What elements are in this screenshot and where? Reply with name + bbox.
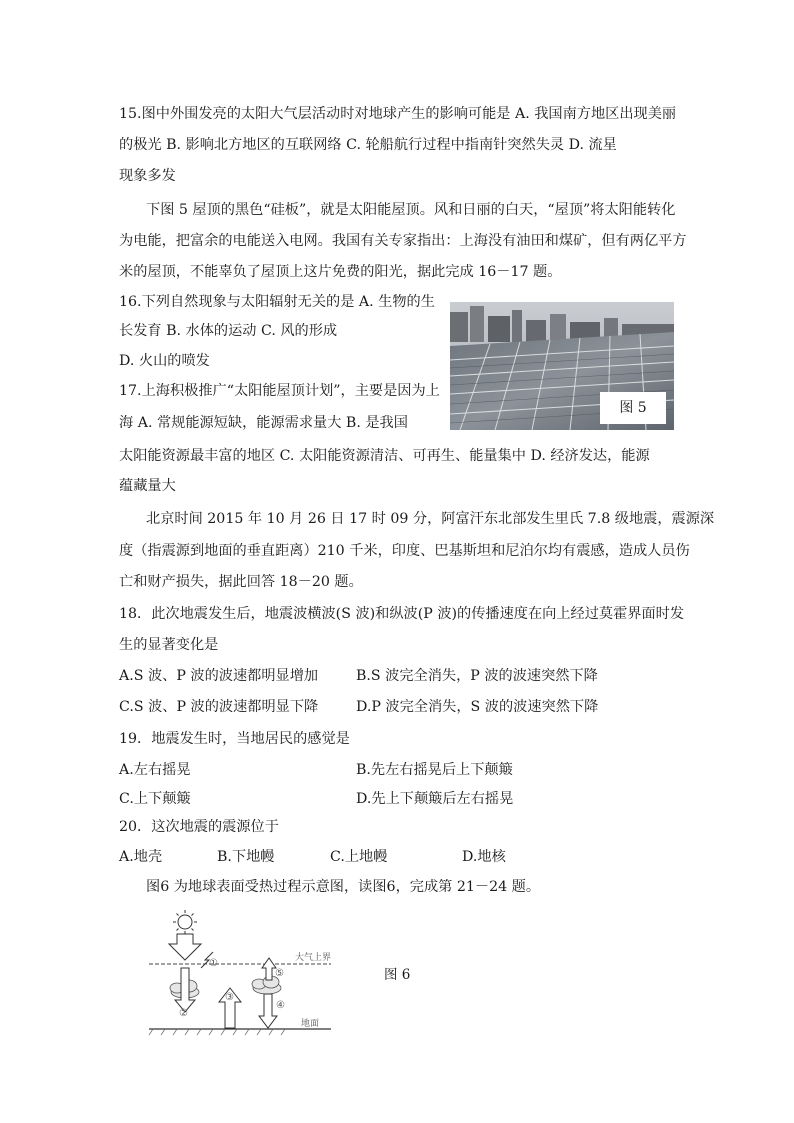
marker-5: ⑤	[275, 968, 284, 979]
q19-option-d: D.先上下颠簸后左右摇晃	[356, 791, 514, 807]
q18-option-a: A.S 波、P 波的波速都明显增加	[119, 668, 319, 684]
solar-radiation-arrow	[169, 934, 201, 960]
q16-line-1: 16.下列自然现象与太阳辐射无关的是 A. 生物的生	[119, 294, 435, 310]
q15-line-3: 现象多发	[119, 168, 176, 184]
passage2-line-3: 亡和财产损失，据此回答 18－20 题。	[119, 574, 363, 590]
q20-option-a: A.地壳	[119, 849, 163, 865]
heating-process-diagram	[145, 908, 345, 1038]
q19-option-b: B.先左右摇晃后上下颠簸	[356, 762, 513, 778]
q19-option-a: A.左右摇晃	[119, 762, 191, 778]
ground-label: 地面	[301, 1019, 320, 1029]
figure-5-label: 图 5	[600, 392, 666, 424]
q20-option-d: D.地核	[462, 849, 506, 865]
passage1-line-2: 为电能，把富余的电能送入电网。我国有关专家指出：上海没有油田和煤矿，但有两亿平方	[119, 233, 687, 249]
atmosphere-top-label: 大气上界	[295, 953, 332, 963]
marker-4: ④	[276, 1000, 285, 1011]
solar-roof-photo	[450, 302, 674, 430]
q19-option-c: C.上下颠簸	[119, 791, 191, 807]
q16-line-2: 长发育 B. 水体的运动 C. 风的形成	[119, 323, 338, 339]
q18-line-2: 生的显著变化是	[119, 637, 219, 653]
q17-line-4: 蕴藏量大	[119, 478, 176, 494]
passage2-line-1: 北京时间 2015 年 10 月 26 日 17 时 09 分，阿富汗东北部发生里氏 7.8 级地震，震源深	[146, 511, 715, 527]
marker-1: ①	[209, 958, 218, 969]
marker-2: ②	[179, 1008, 188, 1019]
heating-diagram-svg	[145, 908, 345, 1038]
figure-6-label: 图 6	[384, 967, 411, 983]
q15-line-1: 15.图中外围发亮的太阳大气层活动时对地球产生的影响可能是 A. 我国南方地区出现美丽	[119, 106, 677, 122]
q17-line-2: 海 A. 常规能源短缺，能源需求量大 B. 是我国	[119, 415, 408, 431]
q18-line-1: 18．此次地震发生后，地震波横波(S 波)和纵波(P 波)的传播速度在向上经过莫霍界面时发	[119, 606, 685, 622]
q20-stem: 20．这次地震的震源位于	[119, 819, 279, 835]
q20-option-c: C.上地幔	[330, 849, 388, 865]
passage1-line-3: 米的屋顶，不能辜负了屋顶上这片免费的阳光，据此完成 16－17 题。	[119, 264, 562, 280]
q20-option-b: B.下地幔	[217, 849, 275, 865]
passage2-line-2: 度（指震源到地面的垂直距离）210 千米，印度、巴基斯坦和尼泊尔均有震感，造成人员伤	[119, 543, 690, 559]
q18-option-d: D.P 波完全消失，S 波的波速突然下降	[356, 699, 599, 715]
sun-icon	[173, 910, 197, 934]
passage1-line-1: 下图 5 屋顶的黑色“硅板”，就是太阳能屋顶。风和日丽的白天，“屋顶”将太阳能转化	[146, 202, 676, 218]
q16-line-3: D. 火山的喷发	[119, 353, 210, 369]
q17-line-3: 太阳能资源最丰富的地区 C. 太阳能资源清洁、可再生、能量集中 D. 经济发达，能源	[119, 448, 650, 464]
q17-line-1: 17.上海积极推广“太阳能屋顶计划”，主要是因为上	[119, 383, 440, 399]
marker-3: ③	[225, 992, 234, 1003]
passage3-line-1: 图6 为地球表面受热过程示意图，读图6，完成第 21－24 题。	[146, 879, 541, 895]
q15-line-2: 的极光 B. 影响北方地区的互联网络 C. 轮船航行过程中指南针突然失灵 D. 流星	[119, 137, 617, 153]
q19-stem: 19．地震发生时，当地居民的感觉是	[119, 731, 350, 747]
q18-option-b: B.S 波完全消失，P 波的波速突然下降	[356, 668, 598, 684]
q18-option-c: C.S 波、P 波的波速都明显下降	[119, 699, 319, 715]
